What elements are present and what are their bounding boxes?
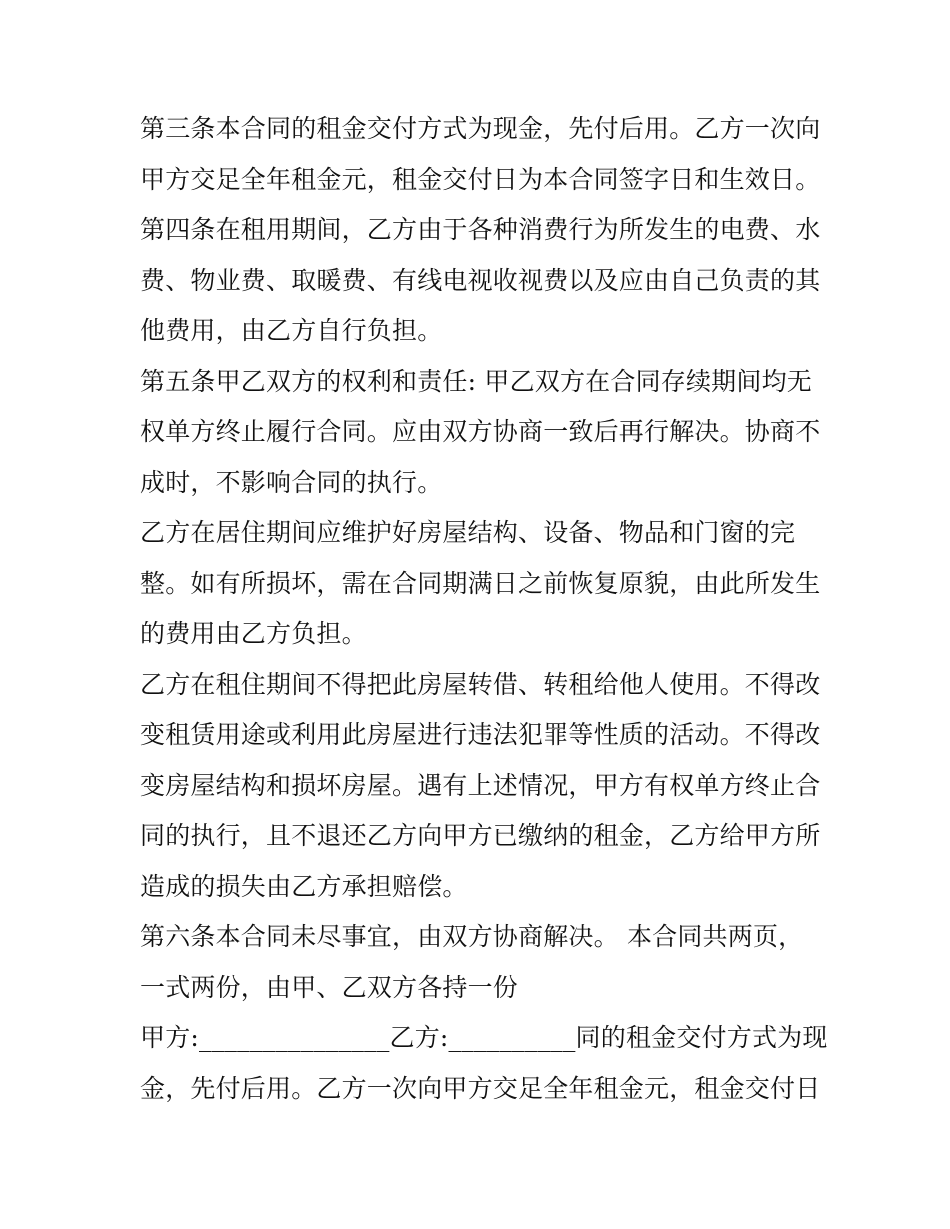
text-line: 甲方交足全年租金元，租金交付日为本合同签字日和生效日。 bbox=[140, 164, 821, 194]
text-line: 整。如有所损坏，需在合同期满日之前恢复原貌，由此所发生 bbox=[140, 568, 821, 598]
text-line: 他费用，由乙方自行负担。 bbox=[140, 316, 443, 345]
text-line: 第五条甲乙双方的权利和责任: 甲乙双方在合同存续期间均无 bbox=[140, 366, 812, 396]
text-line: 变房屋结构和损坏房屋。遇有上述情况，甲方有权单方终止合 bbox=[140, 770, 821, 800]
text-line: 权单方终止履行合同。应由双方协商一致后再行解决。协商不 bbox=[140, 417, 821, 446]
text-line: 同的执行，且不退还乙方向甲方已缴纳的租金，乙方给甲方所 bbox=[140, 821, 821, 850]
text-line: 成时，不影响合同的执行。 bbox=[140, 467, 443, 497]
text-line: 乙方在租住期间不得把此房屋转借、转租给他人使用。不得改 bbox=[140, 669, 821, 699]
document-body bbox=[140, 104, 828, 1114]
signature-line: 甲方:_______________乙方:__________同的租金交付方式为现 bbox=[140, 1023, 828, 1052]
text-line: 一式两份，由甲、乙双方各持一份 bbox=[140, 972, 519, 1002]
text-line: 乙方在居住期间应维护好房屋结构、设备、物品和门窗的完 bbox=[140, 518, 796, 547]
text-line: 造成的损失由乙方承担赔偿。 bbox=[140, 871, 468, 901]
text-line: 费、物业费、取暖费、有线电视收视费以及应由自己负责的其 bbox=[140, 265, 821, 295]
text-line: 变租赁用途或利用此房屋进行违法犯罪等性质的活动。不得改 bbox=[140, 720, 821, 749]
text-line: 第四条在租用期间，乙方由于各种消费行为所发生的电费、水 bbox=[140, 215, 821, 244]
text-line: 的费用由乙方负担。 bbox=[140, 619, 367, 648]
text-line: 第六条本合同未尽事宜，由双方协商解决。 本合同共两页， bbox=[140, 922, 804, 951]
text-line: 金，先付后用。乙方一次向甲方交足全年租金元，租金交付日 bbox=[140, 1073, 821, 1103]
text-line: 第三条本合同的租金交付方式为现金，先付后用。乙方一次向 bbox=[140, 114, 821, 143]
